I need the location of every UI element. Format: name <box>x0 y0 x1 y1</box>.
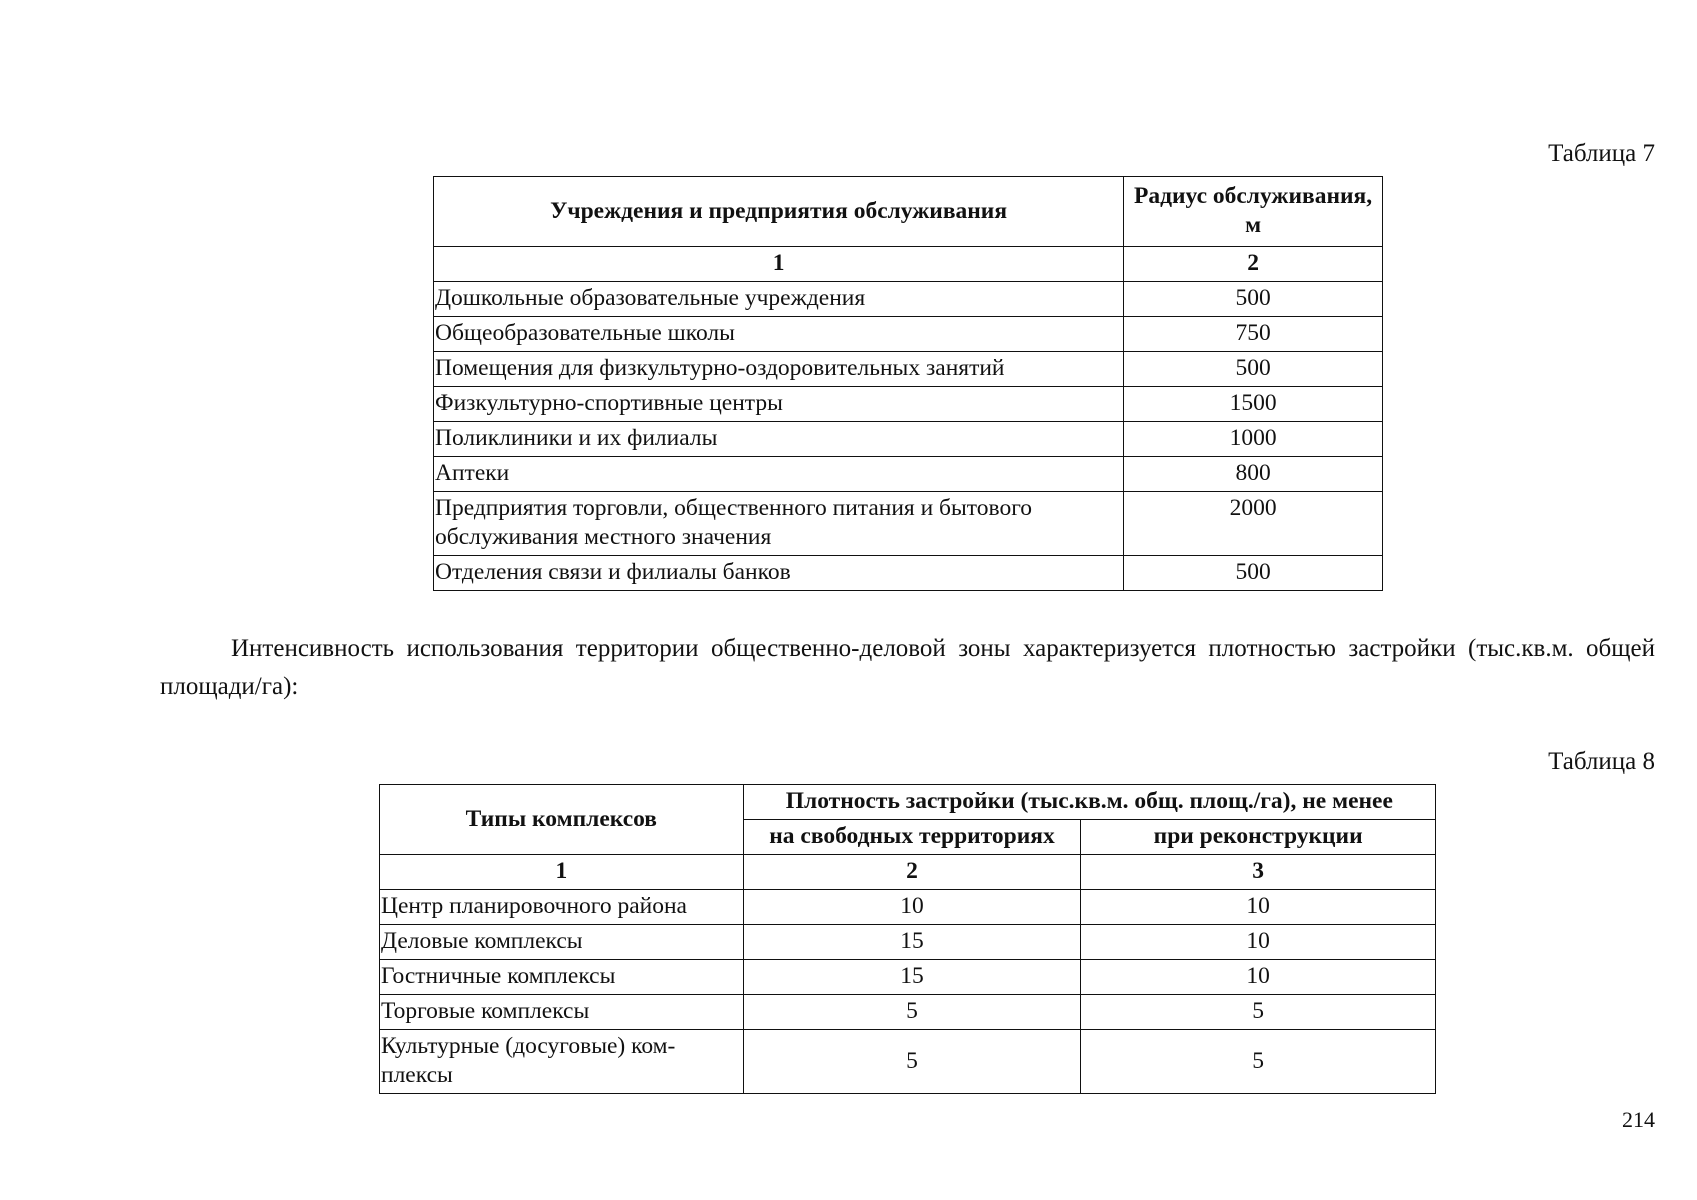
table-8-index-1: 1 <box>380 855 744 890</box>
service-radius-cell: 800 <box>1124 457 1383 492</box>
table-row <box>434 352 1383 387</box>
table-7-header-institution: Учреждения и предприятия обслуживания <box>434 177 1124 247</box>
table-8-header-row <box>380 785 1436 820</box>
table-8-subheader-reconstruction: при реконструкции <box>1081 820 1436 855</box>
table-8-index-3: 3 <box>1081 855 1436 890</box>
page-number: 214 <box>1622 1107 1655 1132</box>
table-7-header-row <box>434 177 1383 247</box>
table-8-header-density: Плотность застройки (тыс.кв.м. общ. площ./га), не менее <box>743 785 1435 820</box>
table-7-header-radius: Радиус обслуживания, м <box>1124 177 1383 247</box>
service-radius-cell: 1500 <box>1124 387 1383 422</box>
table-row <box>434 492 1383 556</box>
density-reconstruction-cell: 5 <box>1081 995 1436 1030</box>
density-reconstruction-cell: 5 <box>1081 1030 1436 1094</box>
service-radius-cell: 500 <box>1124 282 1383 317</box>
complex-type-cell: Культурные (досуговые) ком-плексы <box>380 1030 744 1094</box>
table-row <box>434 556 1383 591</box>
table-row <box>380 960 1436 995</box>
table-row <box>434 317 1383 352</box>
table-row <box>434 422 1383 457</box>
table-8-header-types: Типы комплексов <box>380 785 744 855</box>
service-radius-cell: 500 <box>1124 352 1383 387</box>
body-paragraph <box>160 630 1655 706</box>
complex-type-cell: Гостничные комплексы <box>380 960 744 995</box>
table-row <box>434 457 1383 492</box>
table-8-index-row <box>380 855 1436 890</box>
complex-type-cell: Деловые комплексы <box>380 925 744 960</box>
service-radius-cell: 1000 <box>1124 422 1383 457</box>
table-row <box>380 925 1436 960</box>
service-radius-cell: 2000 <box>1124 492 1383 556</box>
institution-name-cell: Аптеки <box>434 457 1124 492</box>
institution-name-cell: Дошкольные образовательные учреждения <box>434 282 1124 317</box>
density-free-cell: 5 <box>743 995 1081 1030</box>
table-row <box>380 890 1436 925</box>
table-7-index-2: 2 <box>1124 247 1383 282</box>
institution-name-cell: Поликлиники и их филиалы <box>434 422 1124 457</box>
service-radius-cell: 750 <box>1124 317 1383 352</box>
table-8-index-2: 2 <box>743 855 1081 890</box>
table-7-index-row <box>434 247 1383 282</box>
table-8-subheader-free: на свободных территориях <box>743 820 1081 855</box>
service-radius-cell: 500 <box>1124 556 1383 591</box>
institution-name-cell: Общеобразовательные школы <box>434 317 1124 352</box>
institution-name-cell: Отделения связи и филиалы банков <box>434 556 1124 591</box>
density-free-cell: 15 <box>743 925 1081 960</box>
table-row <box>380 1030 1436 1094</box>
institution-name-cell: Физкультурно-спортивные центры <box>434 387 1124 422</box>
table-7-body <box>434 282 1383 591</box>
density-reconstruction-cell: 10 <box>1081 890 1436 925</box>
institution-name-cell: Помещения для физкультурно-оздоровительных занятий <box>434 352 1124 387</box>
density-reconstruction-cell: 10 <box>1081 960 1436 995</box>
complex-type-cell: Центр планировочного района <box>380 890 744 925</box>
complex-type-cell: Торговые комплексы <box>380 995 744 1030</box>
table-7-index-1: 1 <box>434 247 1124 282</box>
body-paragraph-text: Интенсивность использования территории общественно-деловой зоны характеризуется плотностью застройки (тыс.кв.м. общей площади/га): <box>160 635 1655 700</box>
institution-name-cell: Предприятия торговли, общественного питания и бытового обслуживания местного значения <box>434 492 1124 556</box>
table-7-caption: Таблица 7 <box>1548 140 1655 167</box>
table-row <box>380 995 1436 1030</box>
table-8 <box>379 784 1436 1094</box>
table-row <box>434 282 1383 317</box>
table-row <box>434 387 1383 422</box>
density-reconstruction-cell: 10 <box>1081 925 1436 960</box>
density-free-cell: 15 <box>743 960 1081 995</box>
table-8-caption: Таблица 8 <box>1548 748 1655 775</box>
table-8-body <box>380 890 1436 1094</box>
table-7 <box>433 176 1383 591</box>
density-free-cell: 10 <box>743 890 1081 925</box>
density-free-cell: 5 <box>743 1030 1081 1094</box>
